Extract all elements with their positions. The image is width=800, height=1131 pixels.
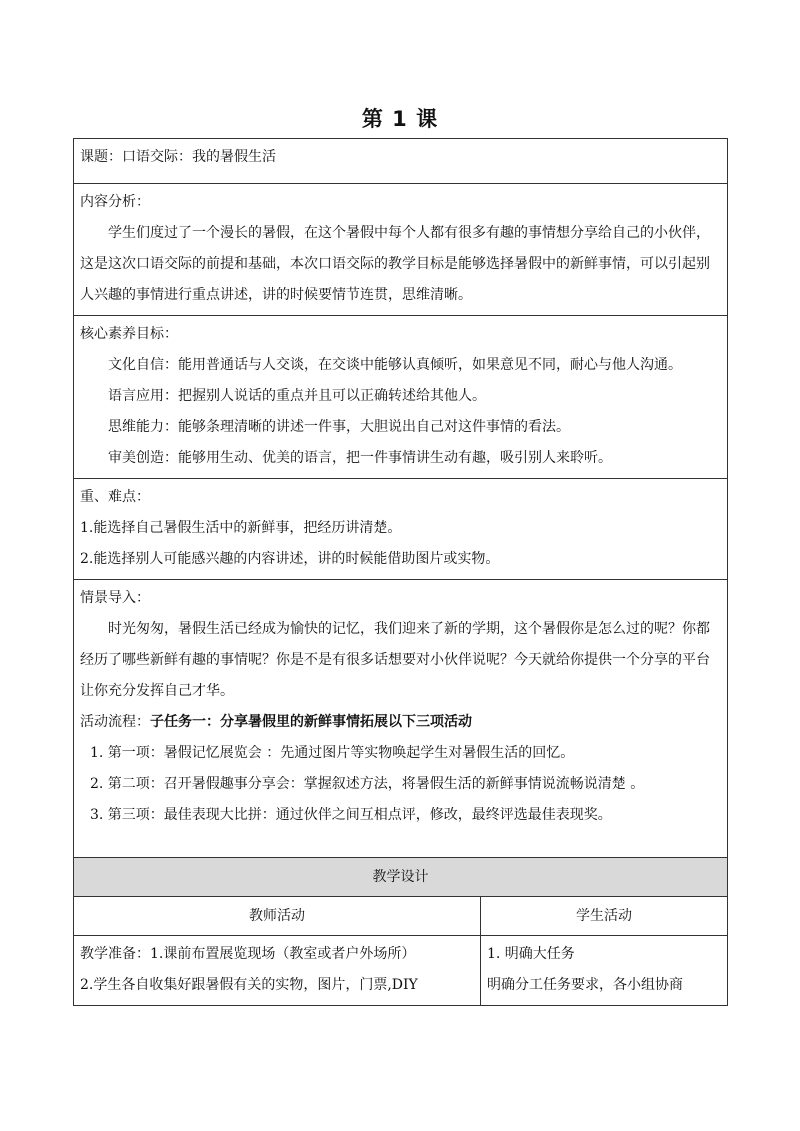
design-band: 教学设计 [74, 858, 728, 897]
topic-cell [74, 139, 728, 184]
activity-flow-label: 活动流程： [80, 714, 150, 730]
goal-item: 语言应用：把握别人说话的重点并且可以正确转述给其他人。 [108, 388, 486, 404]
lesson-table [73, 138, 728, 1006]
activity-step: 1. 第一项：暑假记忆展览会 ：先通过图片等实物唤起学生对暑假生活的回忆。 [90, 745, 575, 761]
intro-row [74, 580, 728, 858]
activity-flow [80, 707, 721, 738]
goal-item: 思维能力：能够条理清晰的讲述一件事，大胆说出自己对这件事情的看法。 [108, 419, 570, 435]
key-point-item: 2.能选择别人可能感兴趣的内容讲述，讲的时候能借助图片或实物。 [80, 551, 500, 567]
student-line: 1. 明确大任务 [487, 946, 575, 962]
activity-step: 2. 第二项：召开暑假趣事分享会：掌握叙述方法，将暑假生活的新鲜事情说流畅说清楚 。 [90, 776, 645, 792]
key-points-heading: 重、难点： [80, 489, 150, 505]
teacher-activity-header: 教师活动 [74, 897, 481, 936]
goal-item: 审美创造：能够用生动、优美的语言，把一件事情讲生动有趣，吸引别人来聆听。 [108, 450, 612, 466]
design-body-row [74, 936, 728, 1006]
content-analysis-heading: 内容分析： [80, 194, 150, 210]
topic-row [74, 139, 728, 184]
student-activity-cell [481, 936, 728, 1006]
activity-flow-task: 子任务一：分享暑假里的新鲜事情拓展以下三项活动 [150, 714, 472, 730]
page-title: 第 1 课 [361, 107, 439, 131]
core-goals-heading: 核心素养目标： [80, 326, 178, 342]
student-line: 明确分工任务要求，各小组协商 [487, 977, 683, 993]
teacher-line: 教学准备：1.课前布置展览现场（教室或者户外场所） [80, 946, 416, 962]
teacher-line: 2.学生各自收集好跟暑假有关的实物，图片，门票,DIY [80, 977, 418, 993]
content-analysis-paragraph: 学生们度过了一个漫长的暑假，在这个暑假中每个人都有很多有趣的事情想分享给自己的小伙伴，这是这次口语交际的前提和基础，本次口语交际的教学目标是能够选择暑假中的新鲜事情，可以引起别人兴趣的事情进行重点讲述，讲的时候要情节连贯，思维清晰。 [80, 225, 710, 303]
key-points-row [74, 479, 728, 580]
core-goals-row [74, 316, 728, 479]
intro-heading: 情景导入： [80, 590, 150, 606]
student-activity-header: 学生活动 [481, 897, 728, 936]
goal-item: 文化自信：能用普通话与人交谈，在交谈中能够认真倾听，如果意见不同，耐心与他人沟通。 [108, 357, 682, 373]
topic-text: 课题：口语交际：我的暑假生活 [80, 149, 276, 165]
teacher-activity-cell [74, 936, 481, 1006]
design-band-row [74, 858, 728, 897]
content-analysis-cell [74, 184, 728, 316]
key-points-cell [74, 479, 728, 580]
core-goals-cell [74, 316, 728, 479]
design-head-row [74, 897, 728, 936]
content-analysis-row [74, 184, 728, 316]
key-point-item: 1.能选择自己暑假生活中的新鲜事，把经历讲清楚。 [80, 520, 402, 536]
activity-step: 3. 第三项：最佳表现大比拼：通过伙伴之间互相点评，修改，最终评选最佳表现奖。 [90, 807, 612, 823]
intro-paragraph: 时光匆匆，暑假生活已经成为愉快的记忆，我们迎来了新的学期，这个暑假你是怎么过的呢？你都经历了哪些新鲜有趣的事情呢？你是不是有很多话想要对小伙伴说呢？今天就给你提供一个分享的平台让你充分发挥自己才华。 [80, 621, 710, 699]
intro-cell [74, 580, 728, 858]
